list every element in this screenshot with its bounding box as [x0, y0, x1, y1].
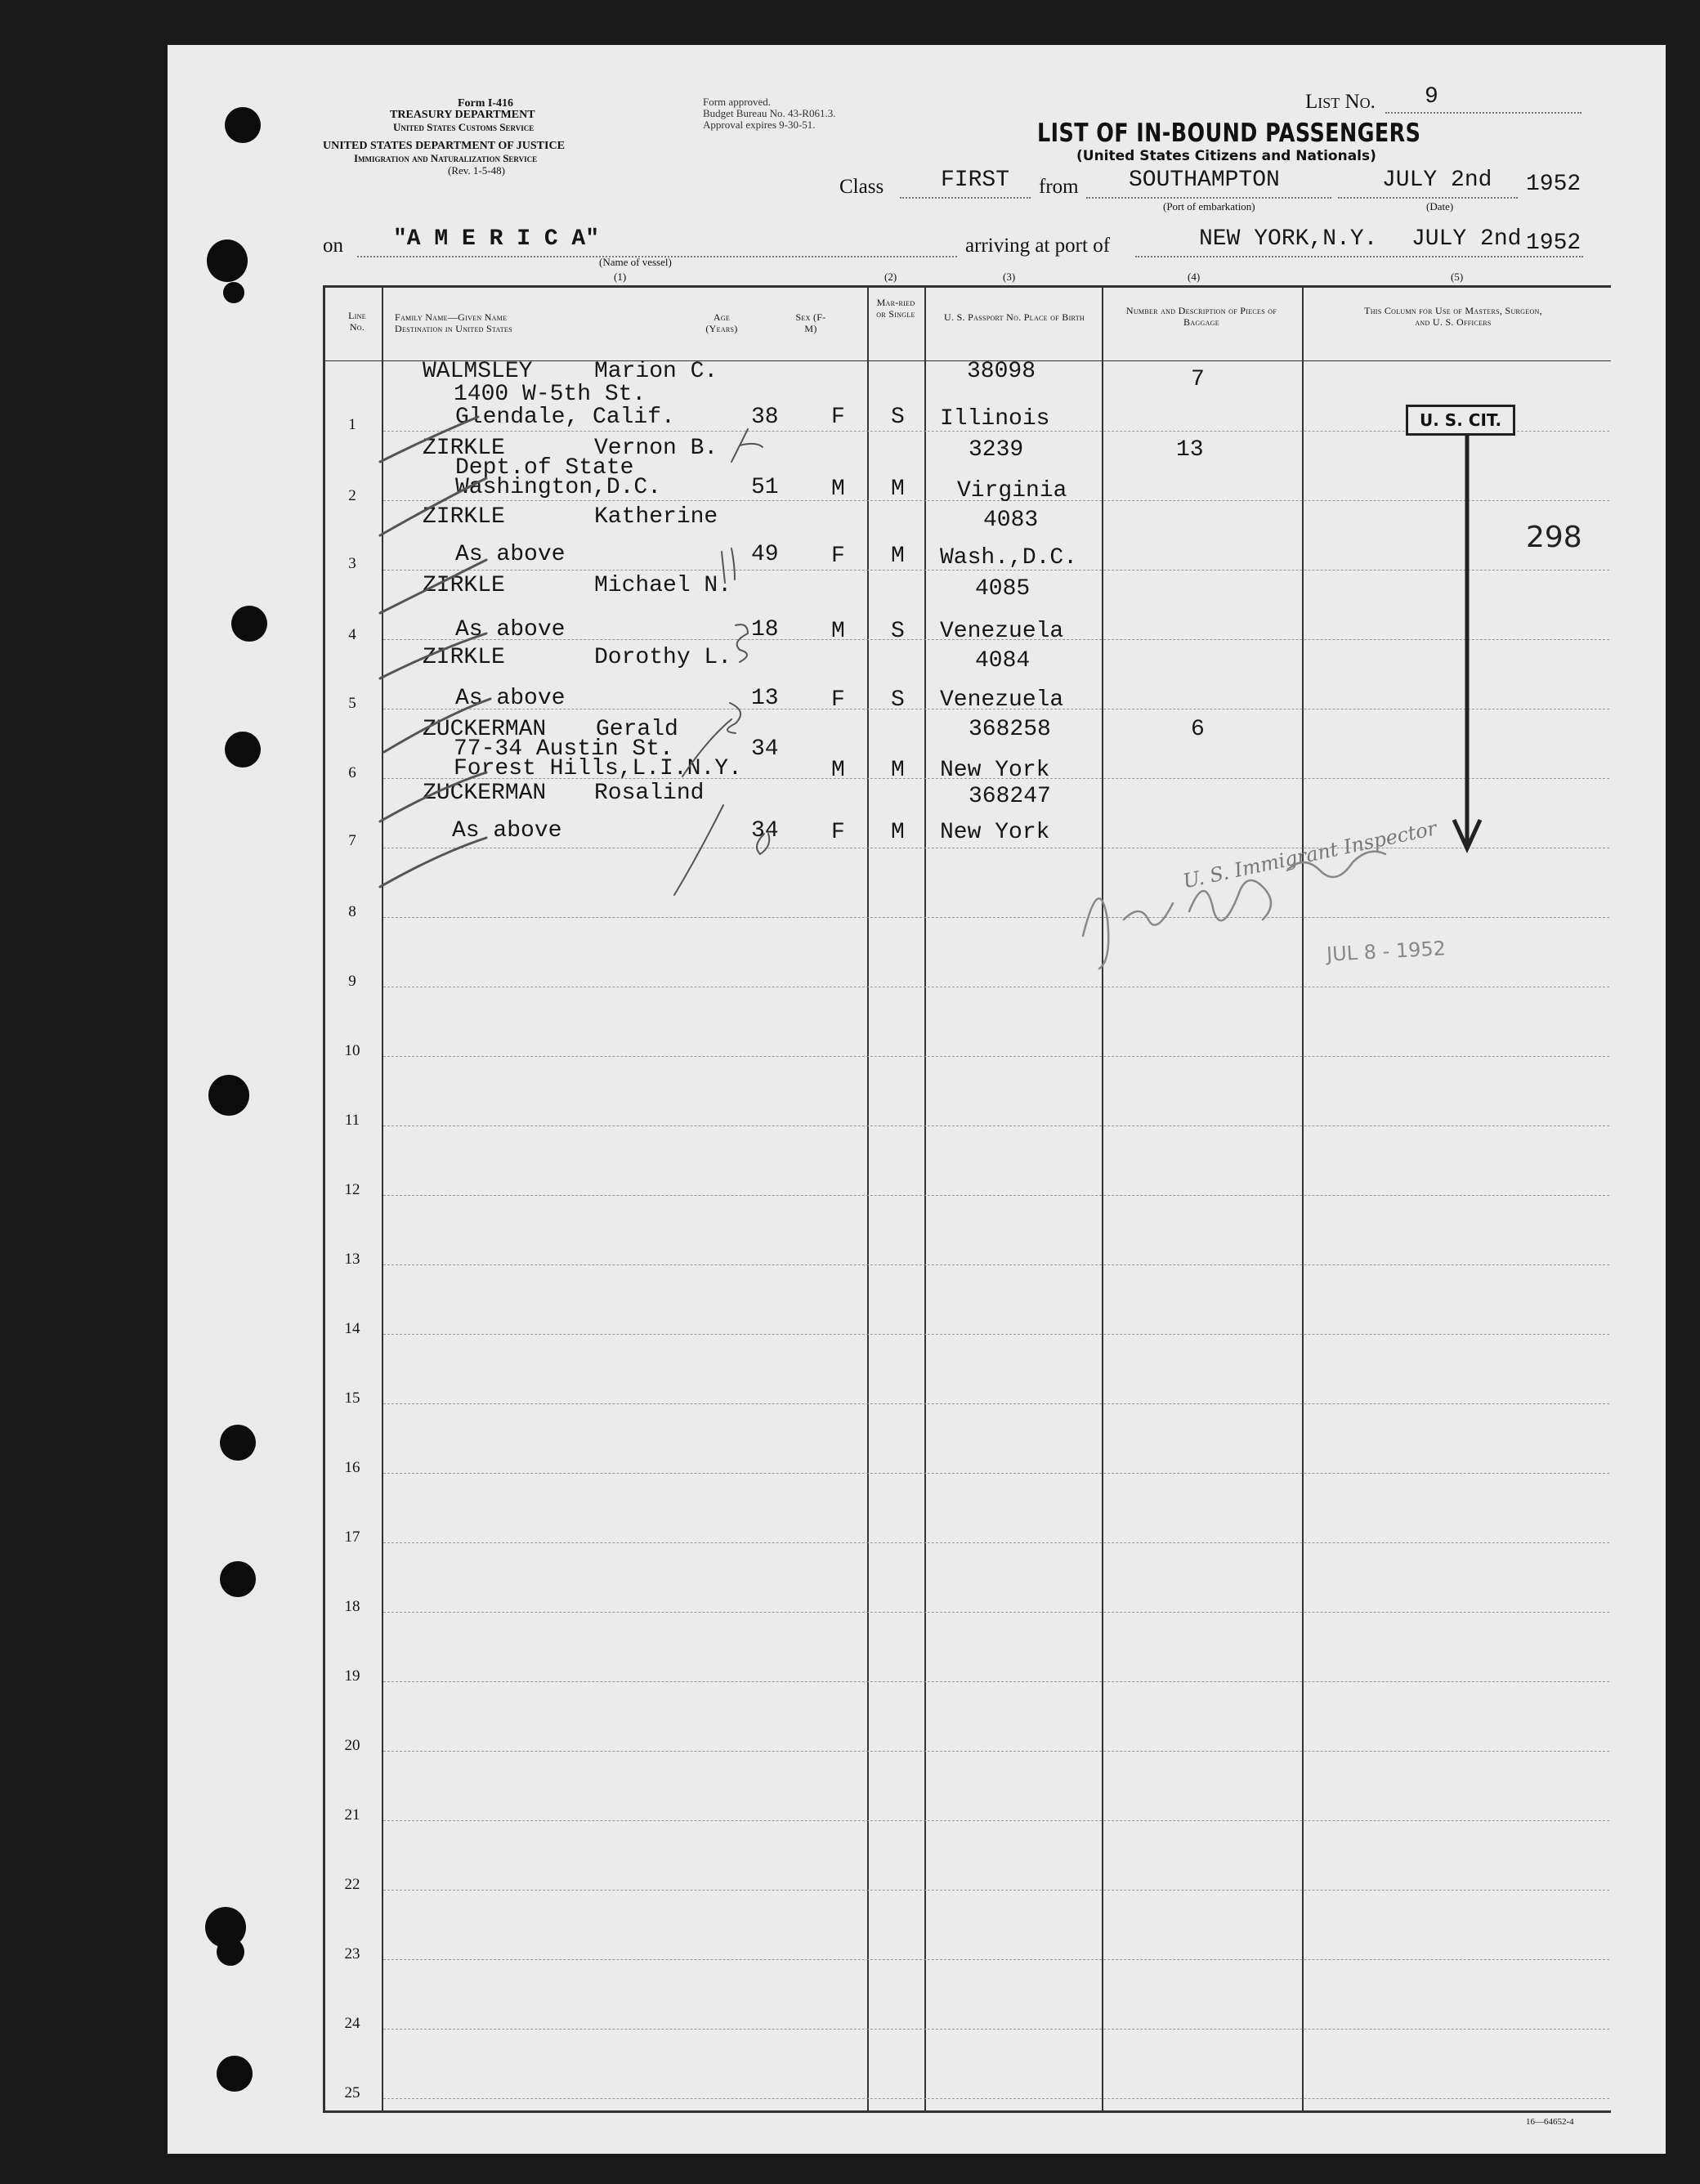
age: 34 [751, 818, 779, 844]
sex: F [831, 820, 845, 845]
marital-status: M [891, 544, 905, 569]
line-number: 10 [344, 1042, 360, 1059]
punch-hole [207, 239, 248, 282]
customs-service: United States Customs Service [393, 121, 535, 133]
place-of-birth: Venezuela [940, 687, 1064, 713]
family-name: ZUCKERMAN [423, 717, 547, 742]
family-name: ZIRKLE [423, 573, 505, 598]
age: 13 [751, 686, 779, 711]
col-num-4: (4) [1188, 271, 1201, 283]
header-sex: Sex (F-M) [795, 311, 826, 334]
sex: M [831, 758, 845, 783]
passport-number: 368258 [969, 717, 1051, 742]
line-number: 25 [344, 2084, 360, 2101]
treasury-dept: TREASURY DEPARTMENT [390, 109, 535, 121]
departure-year: 1952 [1526, 172, 1581, 197]
list-number: 9 [1425, 84, 1438, 110]
header-line-no: Line No. [348, 310, 366, 333]
line-number: 8 [348, 903, 356, 920]
line-number: 14 [344, 1320, 360, 1337]
form-title: LIST OF IN-BOUND PASSENGERS [1037, 119, 1421, 148]
given-name: Marion C. [594, 359, 718, 384]
line-number: 7 [348, 832, 356, 849]
punch-hole [220, 1425, 256, 1461]
punch-hole [223, 282, 244, 303]
line-number: 21 [344, 1806, 360, 1824]
destination-line1: 1400 W-5th St. [454, 382, 646, 407]
passport-number: 4083 [983, 508, 1039, 533]
line-number: 23 [344, 1945, 360, 1962]
age: 49 [751, 542, 779, 567]
destination-line2: Washington,D.C. [455, 475, 662, 500]
punch-hole [208, 1075, 249, 1116]
header-passport: U. S. Passport No. Place of Birth [944, 311, 1085, 323]
list-no-label: List No. [1305, 91, 1376, 113]
place-of-birth: Virginia [957, 478, 1067, 503]
punch-hole [217, 2056, 253, 2092]
baggage-count: 7 [1191, 367, 1205, 392]
destination-line1: 77-34 Austin St. [454, 736, 673, 762]
form-revision: (Rev. 1-5-48) [448, 164, 505, 177]
family-name: ZIRKLE [423, 436, 505, 461]
header-married: Mar-ried or Single [876, 297, 915, 320]
line-number: 20 [344, 1737, 360, 1754]
justice-dept: UNITED STATES DEPARTMENT OF JUSTICE [323, 140, 565, 152]
age: 51 [751, 475, 779, 500]
date-stamp: JUL 8 - 1952 [1326, 937, 1447, 966]
passport-number: 4085 [975, 576, 1031, 602]
line-number: 3 [348, 555, 356, 572]
family-name: ZUCKERMAN [423, 781, 547, 806]
destination-line2: As above [455, 542, 566, 567]
punch-hole [220, 1561, 256, 1597]
class-value: FIRST [941, 168, 1010, 193]
sex: M [831, 477, 845, 502]
header-age: Age (Years) [705, 311, 738, 334]
place-of-birth: Venezuela [940, 619, 1064, 644]
header-name: Family Name—Given Name [395, 311, 508, 323]
line-number: 2 [348, 487, 356, 504]
line-number: 22 [344, 1876, 360, 1893]
destination-line1: Dept.of State [455, 455, 634, 481]
sex: M [831, 619, 845, 644]
place-of-birth: Wash.,D.C. [940, 545, 1078, 571]
from-port: SOUTHAMPTON [1129, 168, 1280, 193]
given-name: Dorothy L. [594, 645, 732, 670]
marital-status: S [891, 687, 905, 713]
col-num-2: (2) [884, 271, 897, 283]
ins-service: Immigration and Naturalization Service [354, 152, 538, 164]
punch-hole [225, 107, 261, 143]
passport-number: 3239 [969, 437, 1024, 463]
line-number: 1 [348, 416, 356, 433]
punch-hole [225, 732, 261, 768]
line-number: 6 [348, 764, 356, 781]
departure-date: JULY 2nd [1382, 168, 1492, 193]
arrival-date: JULY 2nd [1411, 226, 1522, 252]
form-sheet [168, 45, 1666, 2154]
header-remarks: This Column for Use of Masters, Surgeon, and U. S. Officers [1364, 305, 1542, 328]
us-citizen-stamp: U. S. CIT. [1406, 405, 1515, 436]
age: 34 [751, 736, 779, 762]
destination-line2: Forest Hills,L.I.N.Y. [454, 756, 742, 781]
family-name: ZIRKLE [423, 504, 505, 530]
col-num-5: (5) [1451, 271, 1464, 283]
col-num-1: (1) [614, 271, 627, 283]
line-number: 24 [344, 2015, 360, 2032]
destination-line2: As above [455, 617, 566, 642]
marital-status: S [891, 405, 905, 430]
given-name: Katherine [594, 504, 718, 530]
line-number: 11 [344, 1112, 360, 1129]
sex: F [831, 544, 845, 569]
vessel-caption: (Name of vessel) [599, 256, 672, 268]
header-destination: Destination in United States [395, 323, 512, 334]
class-label: Class [839, 176, 884, 198]
given-name: Gerald [596, 717, 678, 742]
passport-number: 38098 [967, 359, 1036, 384]
sex: F [831, 687, 845, 713]
line-number: 13 [344, 1251, 360, 1268]
age: 38 [751, 405, 779, 430]
check-marks [347, 396, 903, 903]
arriving-label: arriving at port of [965, 235, 1111, 257]
passenger-count-note: 298 [1526, 521, 1582, 554]
approval-expires: Approval expires 9-30-51. [703, 119, 816, 131]
line-number: 12 [344, 1181, 360, 1198]
destination-line2: As above [455, 686, 566, 711]
baggage-count: 13 [1176, 437, 1204, 463]
from-label: from [1039, 176, 1079, 198]
line-number: 15 [344, 1390, 360, 1407]
line-number: 17 [344, 1528, 360, 1546]
footer-code: 16—64652-4 [1526, 2117, 1574, 2127]
destination-line2: As above [452, 818, 562, 844]
header-baggage: Number and Description of Pieces of Baggage [1125, 305, 1277, 328]
age: 18 [751, 617, 779, 642]
line-number: 9 [348, 973, 356, 990]
given-name: Michael N. [594, 573, 732, 598]
line-number: 18 [344, 1598, 360, 1615]
port-caption: (Port of embarkation) [1163, 200, 1255, 213]
form-approved: Form approved. [703, 96, 772, 108]
sex: F [831, 405, 845, 430]
punch-hole [217, 1938, 244, 1966]
punch-hole [231, 606, 267, 642]
family-name: WALMSLEY [423, 359, 533, 384]
form-number: Form I-416 [458, 97, 514, 110]
arrival-port: NEW YORK,N.Y. [1199, 226, 1378, 252]
col-num-3: (3) [1003, 271, 1016, 283]
marital-status: S [891, 619, 905, 644]
marital-status: M [891, 758, 905, 783]
bracket-arrow [1443, 436, 1492, 861]
date-caption: (Date) [1426, 200, 1454, 213]
given-name: Vernon B. [594, 436, 718, 461]
place-of-birth: New York [940, 758, 1050, 783]
vessel-name: "A M E R I C A" [393, 226, 600, 252]
arrival-year: 1952 [1526, 230, 1581, 256]
line-number: 4 [348, 626, 356, 643]
destination-line2: Glendale, Calif. [455, 405, 675, 430]
marital-status: M [891, 820, 905, 845]
place-of-birth: New York [940, 820, 1050, 845]
passport-number: 368247 [969, 784, 1051, 809]
line-number: 16 [344, 1459, 360, 1476]
baggage-count: 6 [1191, 717, 1205, 742]
given-name: Rosalind [594, 781, 705, 806]
marital-status: M [891, 477, 905, 502]
inspector-stamp: U. S. Immigrant Inspector [1181, 817, 1439, 893]
passport-number: 4084 [975, 648, 1031, 674]
line-number: 5 [348, 695, 356, 712]
place-of-birth: Illinois [940, 406, 1050, 432]
line-number: 19 [344, 1667, 360, 1685]
on-label: on [323, 235, 343, 257]
family-name: ZIRKLE [423, 645, 505, 670]
budget-bureau: Budget Bureau No. 43-R061.3. [703, 107, 836, 119]
form-subtitle: (United States Citizens and Nationals) [1076, 148, 1376, 164]
